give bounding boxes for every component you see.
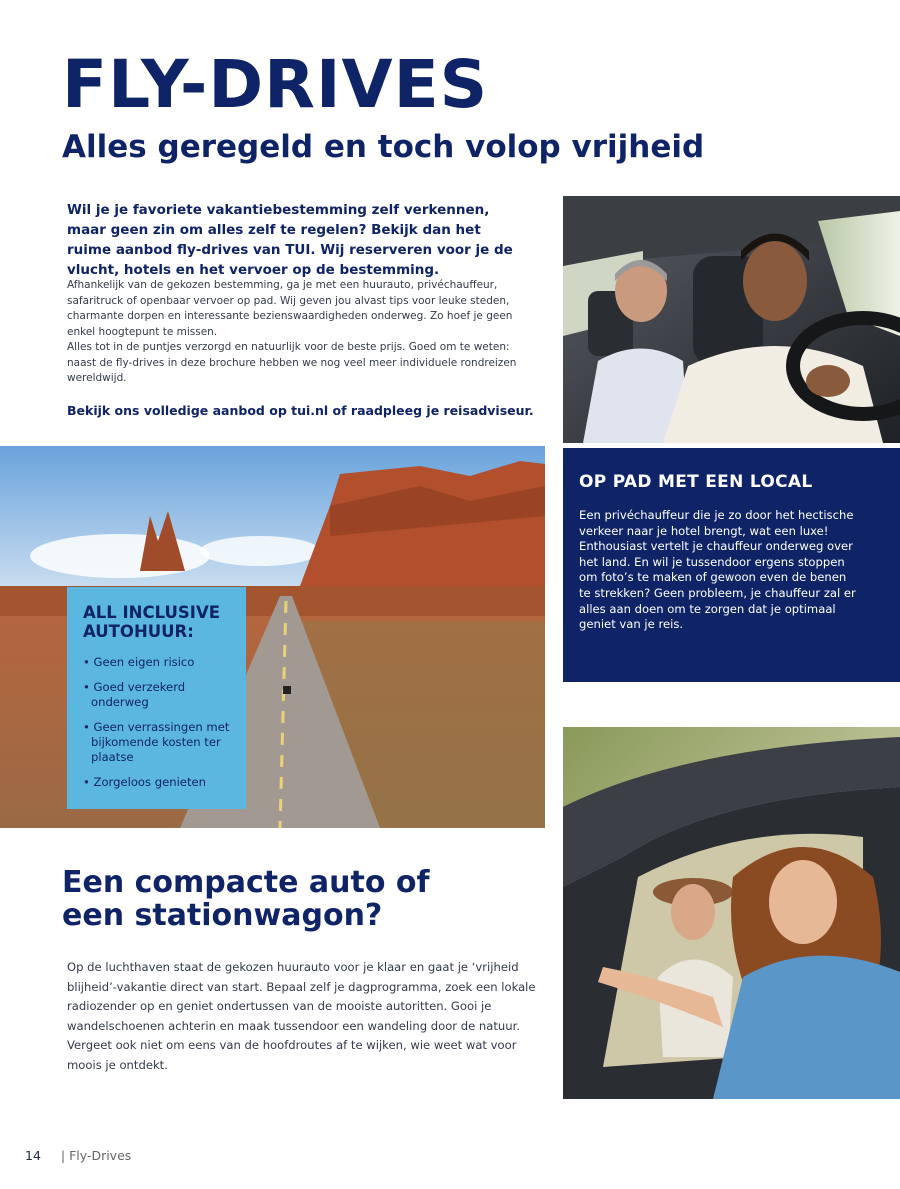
photo-chauffeur-car [563,196,900,443]
list-item: • Zorgeloos genieten [83,775,206,789]
list-item: • Geen eigen risico [83,655,195,669]
footer-section-label: | Fly-Drives [60,1148,132,1163]
list-item: • Goed verzekerd onderweg [83,680,186,709]
all-inclusive-title: ALL INCLUSIVE AUTOHUUR: [83,603,220,641]
page-number: 14 [25,1148,41,1163]
all-inclusive-list [83,655,241,800]
photo-women-in-car [563,727,900,1099]
local-text: Een privéchauffeur die je zo door het hectische verkeer naar je hotel brengt, wat een luxe! Enthousiast vertelt je chauffeur onderweg over het land. En wil je tussendoor ergens stoppen om foto’s te maken of gewoon even de benen te strekken? Geen probleem, je chauffeur zal er alles aan doen om te zorgen dat je optimaal geniet van je reis. [579,508,856,632]
cta-text: Bekijk ons volledige aanbod op tui.nl of raadpleeg je reisadviseur. [67,403,534,418]
car-section-text: Op de luchthaven staat de gekozen huurauto voor je klaar en gaat je ‘vrijheid blijheid’-vakantie direct van start. Bepaal zelf je dagprogramma, zoek een lokale radiozender op en geniet ondertussen van de mooiste autoritten. Gooi je wandelschoenen achterin en maak tussendoor een wandeling door de natuur. Vergeet ook niet om eens van de hoofdroutes af te wijken, wie weet wat voor moois je ontdekt. [67,960,536,1072]
intro-bold-text: Wil je je favoriete vakantiebestemming zelf verkennen, maar geen zin om alles zelf te regelen? Bekijk dan het ruime aanbod fly-drives van TUI. Wij reserveren voor je de vlucht, hotels en het vervoer op de bestemming. [67,202,513,278]
car-section-heading: Een compacte auto of een stationwagon? [62,865,430,933]
page-subtitle: Alles geregeld en toch volop vrijheid [62,129,705,165]
list-item: • Geen verrassingen met bijkomende kosten ter plaatse [83,720,230,764]
all-inclusive-box [67,587,246,809]
page-title: FLY-DRIVES [62,46,489,123]
local-title: OP PAD MET EEN LOCAL [579,472,813,492]
intro-paragraph-2: Alles tot in de puntjes verzorgd en natuurlijk voor de beste prijs. Goed om te weten: naast de fly-drives in deze brochure hebben we nog veel meer individuele rondreizen wereldwijd. [67,341,517,384]
page-footer [25,1148,131,1163]
local-info-box [563,448,900,682]
intro-paragraph-1: Afhankelijk van de gekozen bestemming, ga je met een huurauto, privéchauffeur, safaritruck of openbaar vervoer op pad. Wij geven jou alvast tips voor leuke steden, charmante dorpen en interessante bezienswaardigheden onderweg. Zo hoef je geen enkel hoogtepunt te missen. [67,279,513,338]
